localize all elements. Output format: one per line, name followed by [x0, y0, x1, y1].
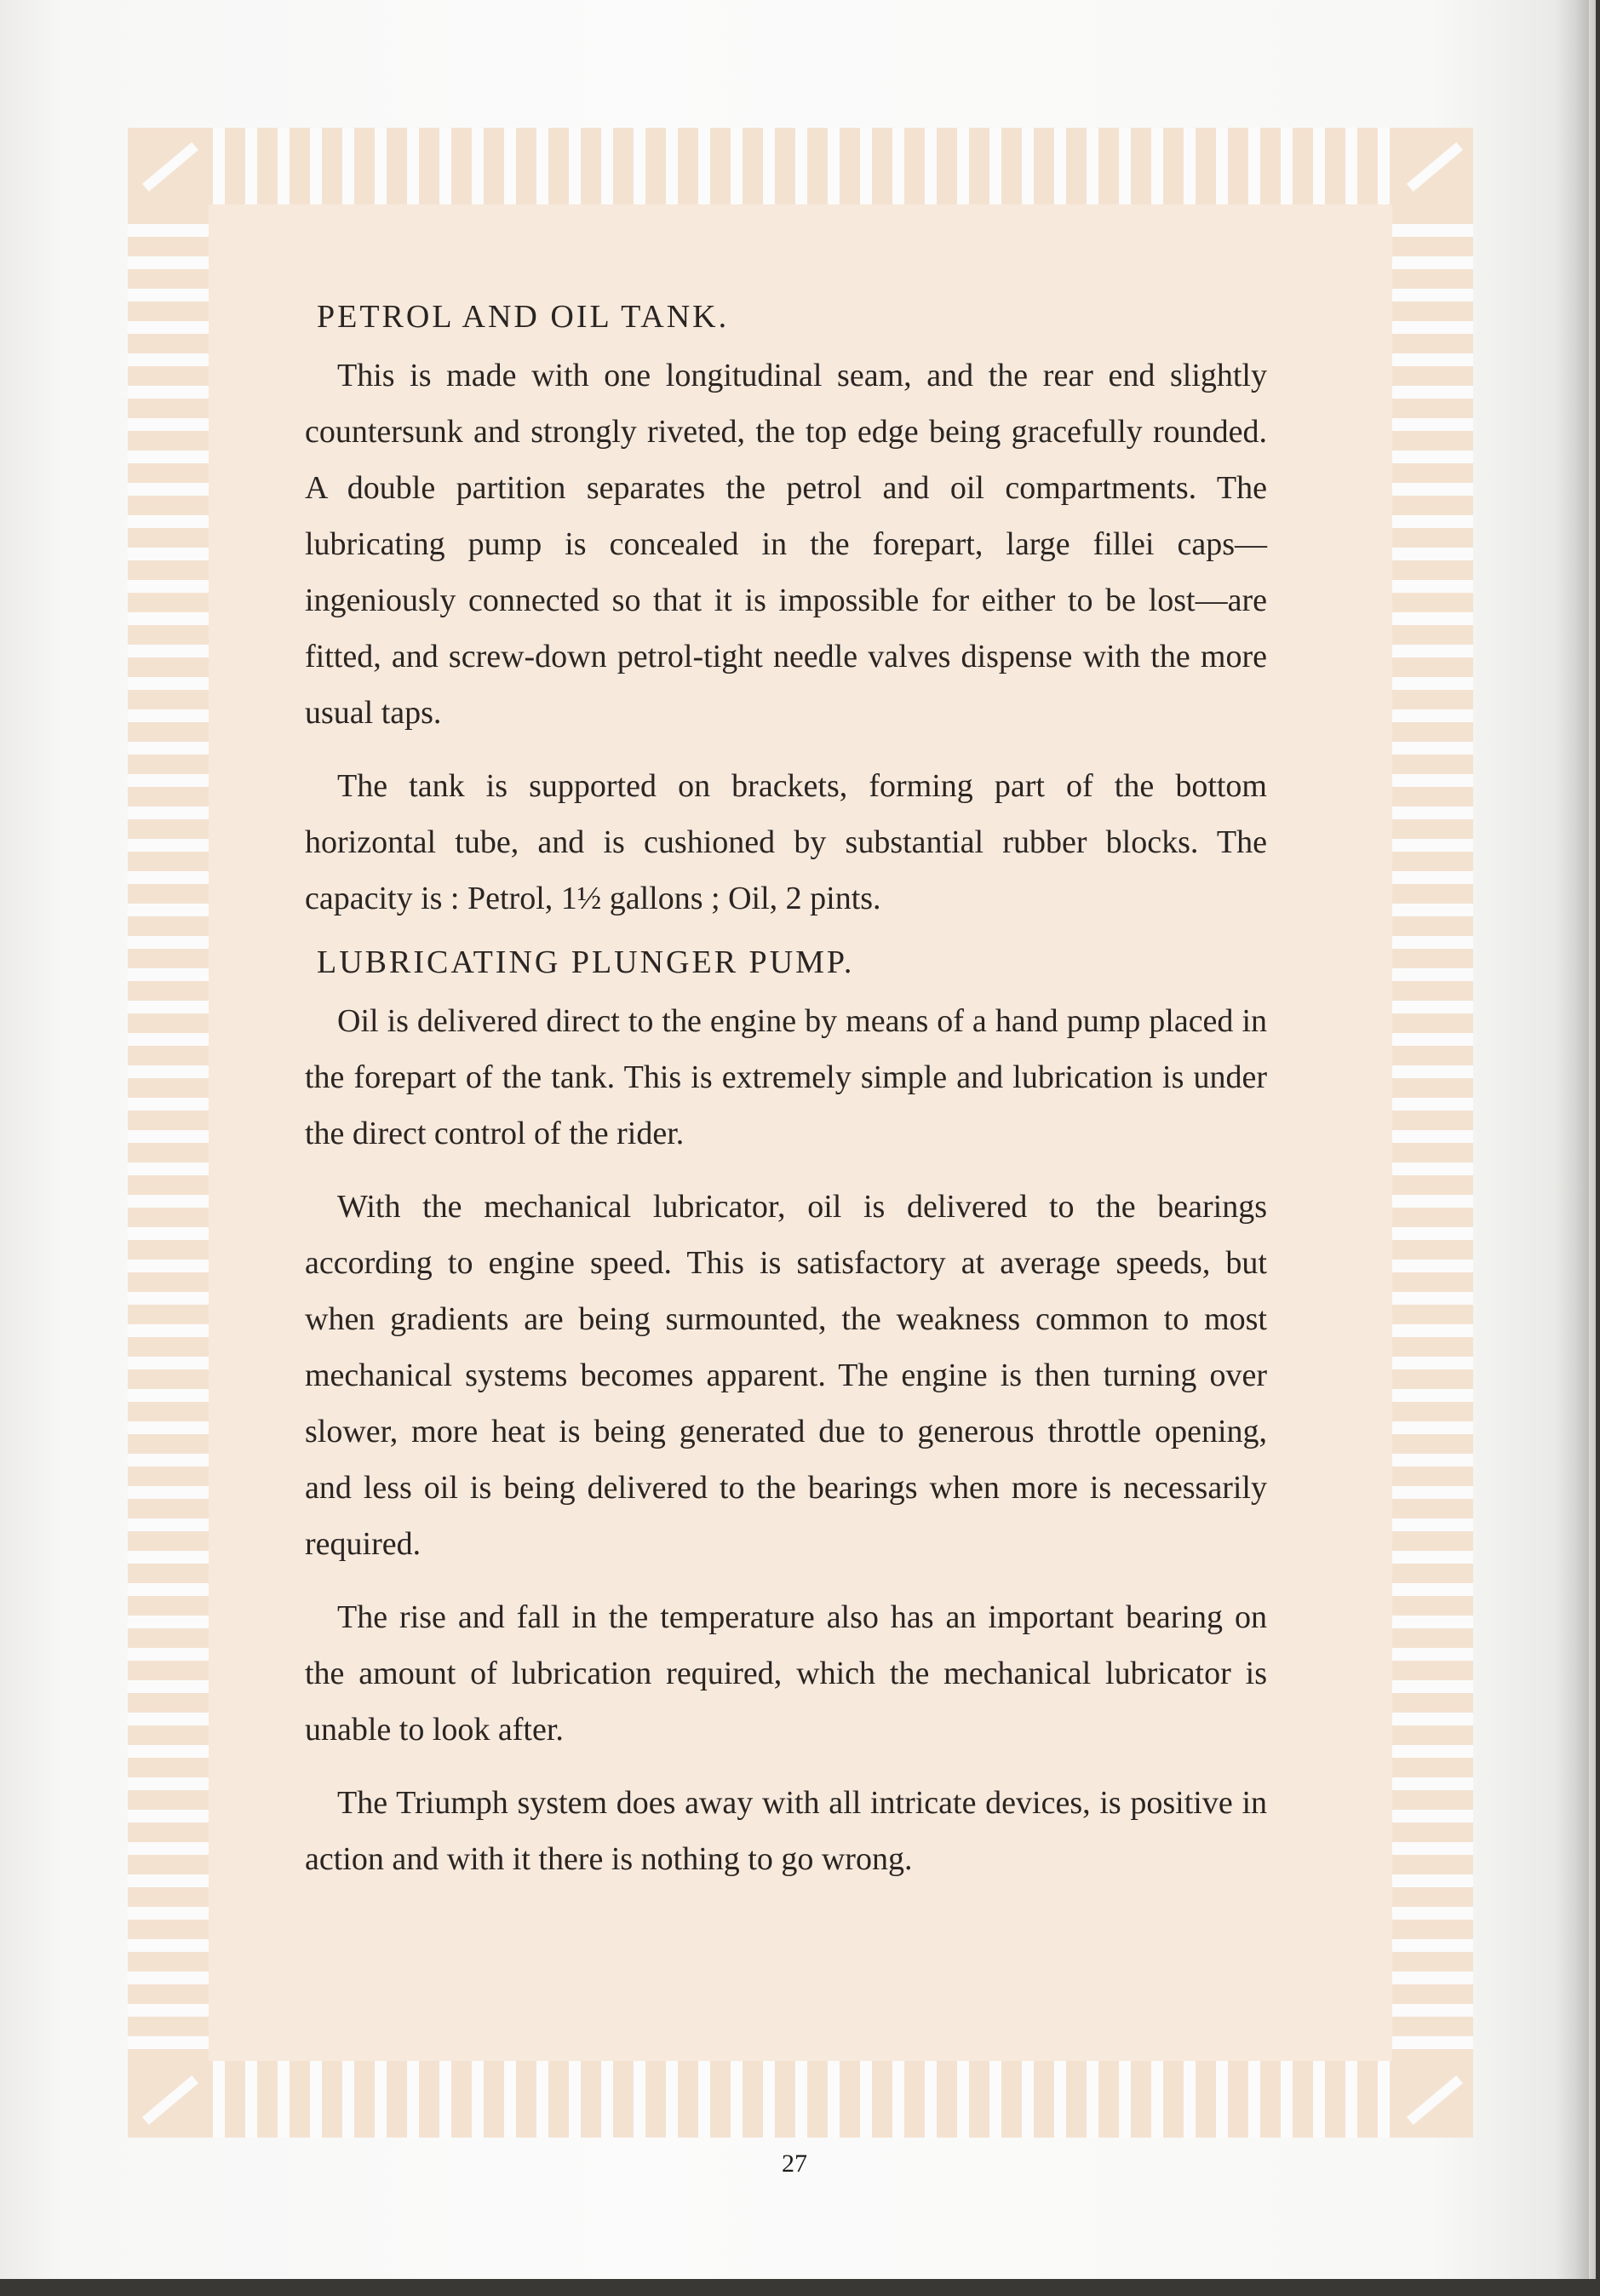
paragraph: The tank is supported on brackets, forming part of the bottom horizontal tube, and is cushioned by substantial rubber blocks. The capacity is : Petrol, 1½ gallons ; Oil, 2 pints. [305, 768, 1267, 916]
paragraph: With the mechanical lubricator, oil is delivered to the bearings according to engine speed. This is satisfactory at average speeds, but when gradients are being surmounted, the weakness common to most mechanical systems becomes apparent. The engine is then turning over slower, more heat is being generated due to generous throttle opening, and less oil is being delivered to the bearings when more is necessarily required. [305, 1189, 1267, 1562]
paragraph: The Triumph system does away with all intricate devices, is positive in action and with it there is nothing to go wrong. [305, 1785, 1267, 1877]
border-corner-top-left [128, 128, 209, 204]
paragraph: Oil is delivered direct to the engine by means of a hand pump placed in the forepart of the tank. This is extremely simple and lubrication is under the direct control of the rider. [305, 1003, 1267, 1151]
binding-edge [1589, 0, 1596, 2279]
border-stripes-top [128, 128, 1473, 204]
border-corner-bottom-left [128, 2061, 209, 2138]
border-stripes-left [128, 204, 209, 2061]
border-corner-top-right [1392, 128, 1473, 204]
page-body [305, 298, 1267, 1904]
border-stripes-bottom [128, 2061, 1473, 2138]
paragraph: The rise and fall in the temperature also has an important bearing on the amount of lubrication required, which the mechanical lubricator is unable to look after. [305, 1599, 1267, 1748]
section-heading: LUBRICATING PLUNGER PUMP. [317, 944, 855, 980]
section-petrol-oil-tank [305, 298, 1267, 927]
border-stripes-right [1392, 204, 1473, 2061]
page-number: 27 [782, 2150, 807, 2178]
section-lubricating-plunger-pump [305, 944, 1267, 1887]
border-corner-bottom-right [1392, 2061, 1473, 2138]
section-heading: PETROL AND OIL TANK. [317, 299, 730, 335]
page-edge-shadow [1555, 0, 1589, 2279]
paragraph: This is made with one longitudinal seam, and the rear end slightly countersunk and strongly riveted, the top edge being gracefully rounded. A double partition separates the petrol and oil compartments. The lubricating pump is concealed in the forepart, large fillei caps—ingeniously connected so that it is impossible for either to be lost—are fitted, and screw-down petrol-tight needle valves dispense with the more usual taps. [305, 358, 1267, 731]
